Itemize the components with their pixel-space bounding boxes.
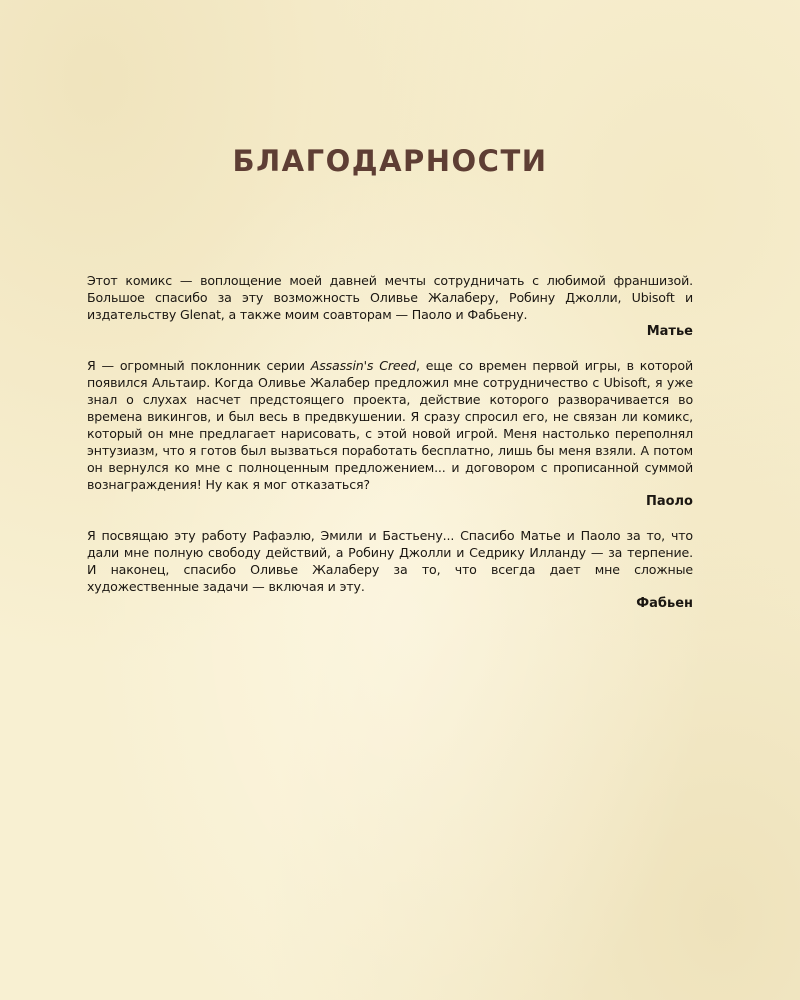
author-signature: Фабьен xyxy=(636,596,693,611)
text-segment: , еще со времен первой игры, в которой появился Альтаир. Когда Оливье Жалабер предложил мне сотрудничество с Ubisoft, я уже знал о слухах насчет предстоящего проекта, действие которого разворачивается во времена викингов, и был весь в предвкушении. Я сразу спросил его, не связан ли комикс, который он мне предлагает нарисовать, с этой новой игрой. Меня настолько переполнял энтузиазм, что я готов был вызваться поработать бесплатно, лишь бы меня взяли. А потом он вернулся ко мне с полноценным предложением... и договором с прописанной суммой вознаграждения! Ну как я мог отказаться? xyxy=(87,358,693,492)
acknowledgement-text: Я посвящаю эту работу Рафаэлю, Эмили и Бастьену... Спасибо Матье и Паоло за то, что дали мне полную свободу действий, а Робину Джолли и Седрику Илланду — за терпение. И наконец, спасибо Оливье Жалаберу за то, что всегда дает мне сложные художественные задачи — включая и эту. xyxy=(87,528,693,594)
acknowledgement-block-mathieu xyxy=(87,272,693,340)
author-signature: Матье xyxy=(646,324,693,339)
acknowledgements-body xyxy=(87,272,693,612)
acknowledgement-text: Этот комикс — воплощение моей давней мечты сотрудничать с любимой франшизой. Большое спасибо за эту возможность Оливье Жалаберу, Робину Джолли, Ubisoft и издательству Glenat, а также моим соавторам — Паоло и Фабьену. xyxy=(87,273,693,322)
page-title: БЛАГОДАРНОСТИ xyxy=(232,144,548,178)
acknowledgement-text xyxy=(87,357,693,493)
text-segment: Я — огромный поклонник серии xyxy=(87,358,311,373)
game-title: Assassin's Creed xyxy=(310,358,416,373)
acknowledgement-block-paolo xyxy=(87,357,693,510)
author-signature: Паоло xyxy=(645,494,693,509)
acknowledgement-block-fabien xyxy=(87,527,693,612)
